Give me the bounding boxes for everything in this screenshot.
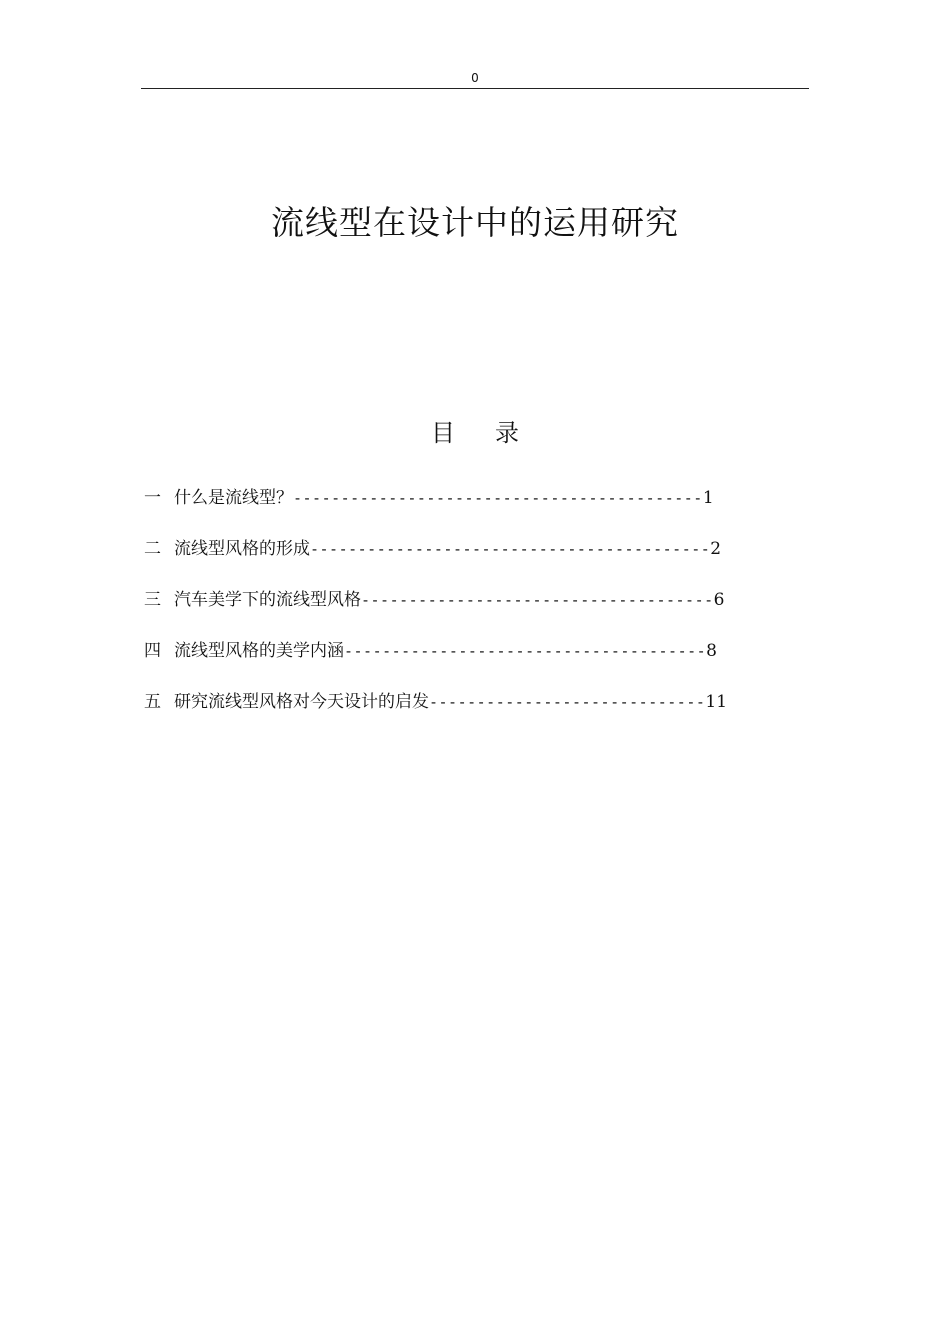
toc-entry-leader: ------------------------------------------- xyxy=(293,489,703,507)
toc-heading: 目录 xyxy=(431,419,559,447)
toc-entry-page: 6 xyxy=(713,590,725,610)
toc-entry-title: 汽车美学下的流线型风格 xyxy=(174,590,361,610)
toc-entry-title: 研究流线型风格对今天设计的启发 xyxy=(174,692,429,712)
toc-entry[interactable] xyxy=(144,587,784,638)
toc-entry-page: 2 xyxy=(710,539,722,559)
toc-entry-title: 流线型风格的美学内涵 xyxy=(174,641,344,661)
toc-entry-title: 什么是流线型？ xyxy=(174,488,293,508)
toc-entry[interactable] xyxy=(144,485,784,536)
toc-entry-leader: ----------------------------- xyxy=(429,693,706,711)
toc-entry[interactable] xyxy=(144,638,784,689)
toc-entry-page: 1 xyxy=(702,488,714,508)
toc-entry-page: 8 xyxy=(706,641,717,661)
toc-entry[interactable] xyxy=(144,689,784,740)
toc-entry-number: 二 xyxy=(144,539,161,559)
toc-entry-leader: -------------------------------------- xyxy=(344,642,707,660)
toc-entry-number: 五 xyxy=(144,692,161,712)
toc-entry-title: 流线型风格的形成 xyxy=(174,539,310,559)
page-number: 0 xyxy=(471,71,479,85)
toc-entry-leader: ------------------------------------- xyxy=(361,591,714,609)
toc-entry-leader: ------------------------------------------ xyxy=(310,540,711,558)
toc-entry-number: 四 xyxy=(144,641,161,661)
toc-entry-number: 三 xyxy=(144,590,161,610)
toc-entry[interactable] xyxy=(144,536,784,587)
page-header xyxy=(141,70,809,89)
table-of-contents xyxy=(144,485,784,740)
document-title: 流线型在设计中的运用研究 xyxy=(271,203,679,242)
toc-entry-page: 11 xyxy=(705,692,728,712)
toc-entry-number: 一 xyxy=(144,488,161,508)
